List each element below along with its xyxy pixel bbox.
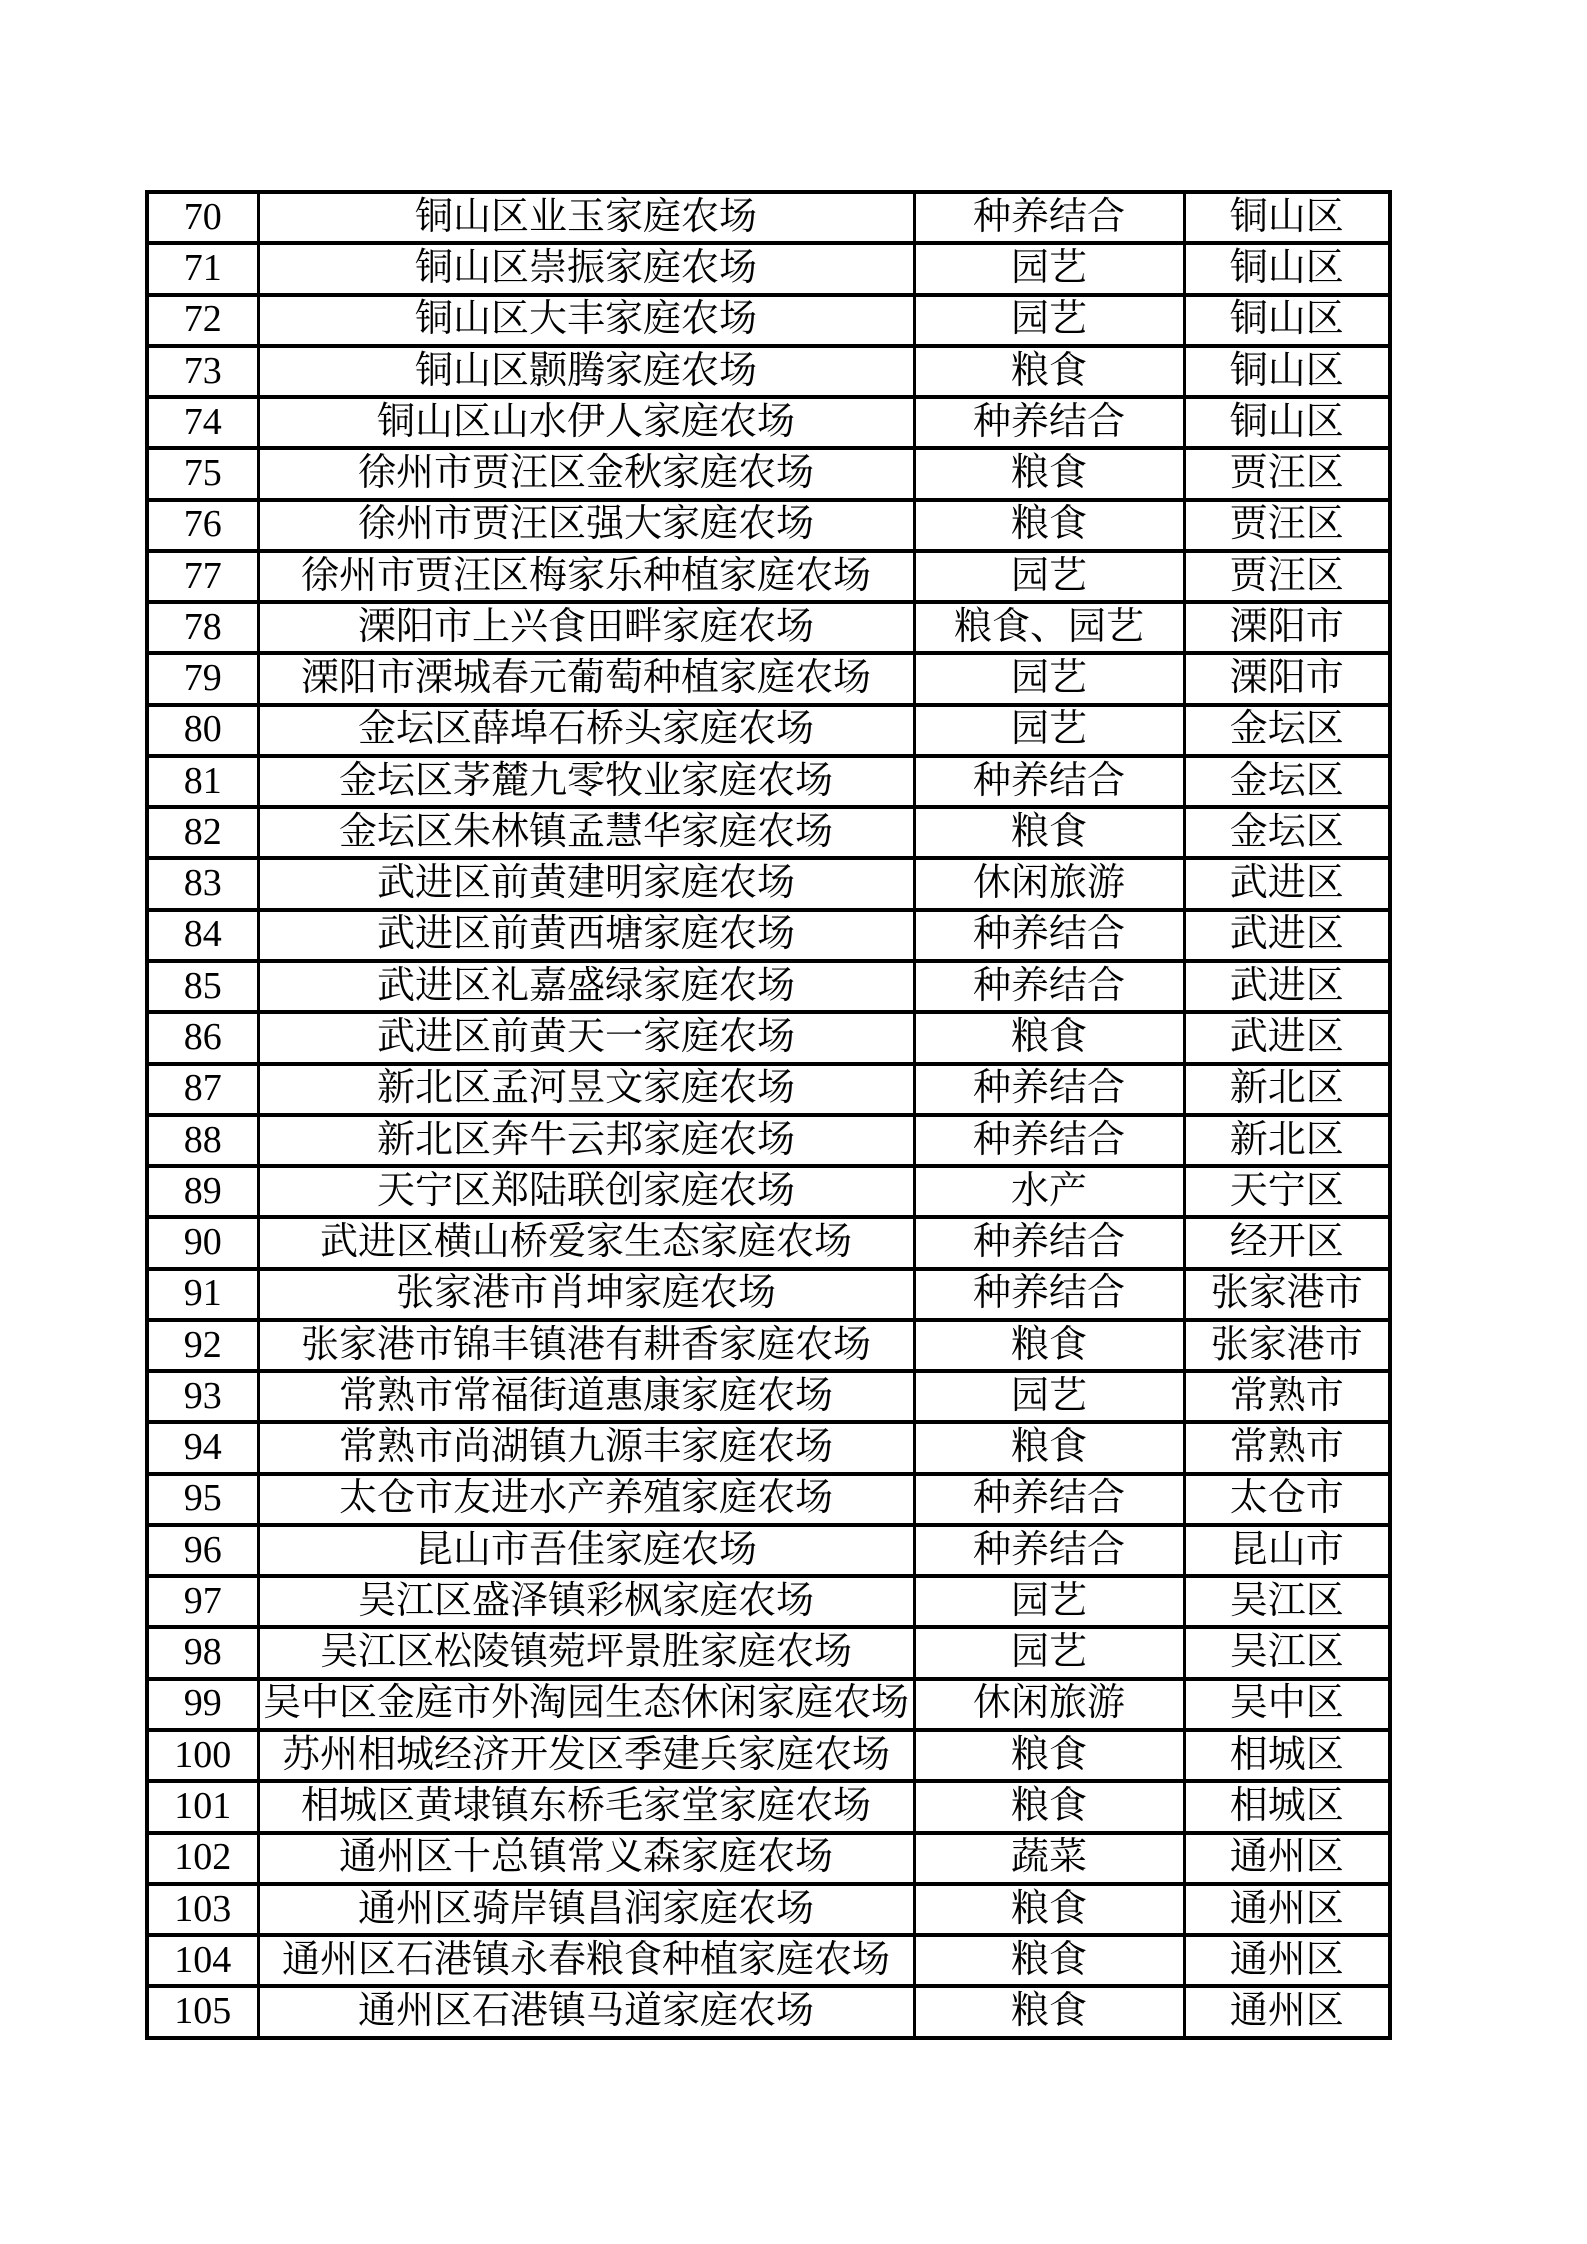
farm-type-cell: 园艺 (914, 295, 1184, 346)
farm-district-cell: 张家港市 (1184, 1269, 1390, 1320)
row-number-cell: 97 (147, 1576, 258, 1627)
table-row (147, 756, 1390, 807)
row-number-cell: 81 (147, 756, 258, 807)
farm-type-cell: 粮食、园艺 (914, 602, 1184, 653)
farm-name-cell: 新北区孟河昱文家庭农场 (258, 1064, 914, 1115)
farm-district-cell: 武进区 (1184, 1012, 1390, 1063)
table-row (147, 397, 1390, 448)
farm-district-cell: 经开区 (1184, 1217, 1390, 1268)
farm-type-cell: 种养结合 (914, 1115, 1184, 1166)
table-row (147, 1217, 1390, 1268)
farm-type-cell: 水产 (914, 1166, 1184, 1217)
row-number-cell: 86 (147, 1012, 258, 1063)
row-number-cell: 89 (147, 1166, 258, 1217)
farm-name-cell: 金坛区朱林镇孟慧华家庭农场 (258, 807, 914, 858)
table-row (147, 1474, 1390, 1525)
table-row (147, 858, 1390, 909)
farm-district-cell: 金坛区 (1184, 705, 1390, 756)
row-number-cell: 75 (147, 448, 258, 499)
farm-district-cell: 溧阳市 (1184, 602, 1390, 653)
farm-district-cell: 金坛区 (1184, 807, 1390, 858)
row-number-cell: 74 (147, 397, 258, 448)
farm-name-cell: 徐州市贾汪区梅家乐种植家庭农场 (258, 551, 914, 602)
farm-table (145, 190, 1392, 2040)
row-number-cell: 71 (147, 243, 258, 294)
table-row (147, 551, 1390, 602)
table-row (147, 1525, 1390, 1576)
row-number-cell: 83 (147, 858, 258, 909)
farm-name-cell: 武进区前黄建明家庭农场 (258, 858, 914, 909)
farm-name-cell: 铜山区业玉家庭农场 (258, 192, 914, 243)
farm-name-cell: 徐州市贾汪区金秋家庭农场 (258, 448, 914, 499)
farm-name-cell: 天宁区郑陆联创家庭农场 (258, 1166, 914, 1217)
row-number-cell: 103 (147, 1884, 258, 1935)
row-number-cell: 90 (147, 1217, 258, 1268)
table-row (147, 910, 1390, 961)
farm-name-cell: 吴中区金庭市外淘园生态休闲家庭农场 (258, 1679, 914, 1730)
farm-name-cell: 武进区前黄天一家庭农场 (258, 1012, 914, 1063)
farm-name-cell: 铜山区颢腾家庭农场 (258, 346, 914, 397)
farm-type-cell: 种养结合 (914, 1217, 1184, 1268)
row-number-cell: 85 (147, 961, 258, 1012)
table-row (147, 1986, 1390, 2037)
row-number-cell: 82 (147, 807, 258, 858)
farm-district-cell: 贾汪区 (1184, 448, 1390, 499)
table-row (147, 1371, 1390, 1422)
farm-name-cell: 昆山市吾佳家庭农场 (258, 1525, 914, 1576)
farm-district-cell: 溧阳市 (1184, 653, 1390, 704)
row-number-cell: 72 (147, 295, 258, 346)
row-number-cell: 70 (147, 192, 258, 243)
table-row (147, 1679, 1390, 1730)
farm-name-cell: 铜山区崇振家庭农场 (258, 243, 914, 294)
farm-type-cell: 粮食 (914, 1986, 1184, 2037)
row-number-cell: 99 (147, 1679, 258, 1730)
farm-district-cell: 贾汪区 (1184, 500, 1390, 551)
row-number-cell: 102 (147, 1833, 258, 1884)
farm-name-cell: 金坛区薛埠石桥头家庭农场 (258, 705, 914, 756)
farm-district-cell: 天宁区 (1184, 1166, 1390, 1217)
farm-type-cell: 粮食 (914, 346, 1184, 397)
farm-type-cell: 园艺 (914, 1371, 1184, 1422)
farm-table-body (147, 192, 1390, 2038)
farm-name-cell: 通州区石港镇马道家庭农场 (258, 1986, 914, 2037)
farm-name-cell: 徐州市贾汪区强大家庭农场 (258, 500, 914, 551)
table-row (147, 1115, 1390, 1166)
table-row (147, 1884, 1390, 1935)
table-row (147, 1064, 1390, 1115)
table-row (147, 192, 1390, 243)
table-row (147, 1269, 1390, 1320)
farm-type-cell: 种养结合 (914, 397, 1184, 448)
farm-district-cell: 通州区 (1184, 1935, 1390, 1986)
farm-type-cell: 粮食 (914, 1935, 1184, 1986)
farm-type-cell: 粮食 (914, 1012, 1184, 1063)
farm-district-cell: 吴中区 (1184, 1679, 1390, 1730)
farm-district-cell: 铜山区 (1184, 346, 1390, 397)
row-number-cell: 105 (147, 1986, 258, 2037)
row-number-cell: 77 (147, 551, 258, 602)
row-number-cell: 91 (147, 1269, 258, 1320)
farm-name-cell: 吴江区盛泽镇彩枫家庭农场 (258, 1576, 914, 1627)
farm-name-cell: 通州区骑岸镇昌润家庭农场 (258, 1884, 914, 1935)
table-row (147, 653, 1390, 704)
farm-district-cell: 昆山市 (1184, 1525, 1390, 1576)
farm-type-cell: 园艺 (914, 653, 1184, 704)
row-number-cell: 80 (147, 705, 258, 756)
farm-name-cell: 铜山区山水伊人家庭农场 (258, 397, 914, 448)
farm-name-cell: 常熟市常福街道惠康家庭农场 (258, 1371, 914, 1422)
farm-district-cell: 武进区 (1184, 858, 1390, 909)
row-number-cell: 101 (147, 1781, 258, 1832)
farm-type-cell: 园艺 (914, 705, 1184, 756)
farm-name-cell: 张家港市肖坤家庭农场 (258, 1269, 914, 1320)
farm-type-cell: 粮食 (914, 448, 1184, 499)
farm-district-cell: 新北区 (1184, 1115, 1390, 1166)
farm-name-cell: 武进区前黄西塘家庭农场 (258, 910, 914, 961)
farm-name-cell: 常熟市尚湖镇九源丰家庭农场 (258, 1422, 914, 1473)
farm-name-cell: 吴江区松陵镇菀坪景胜家庭农场 (258, 1627, 914, 1678)
farm-type-cell: 园艺 (914, 1576, 1184, 1627)
farm-name-cell: 通州区石港镇永春粮食种植家庭农场 (258, 1935, 914, 1986)
farm-district-cell: 武进区 (1184, 910, 1390, 961)
farm-district-cell: 太仓市 (1184, 1474, 1390, 1525)
row-number-cell: 104 (147, 1935, 258, 1986)
table-row (147, 1576, 1390, 1627)
farm-type-cell: 种养结合 (914, 192, 1184, 243)
table-row (147, 1012, 1390, 1063)
farm-type-cell: 种养结合 (914, 1474, 1184, 1525)
farm-name-cell: 张家港市锦丰镇港有耕香家庭农场 (258, 1320, 914, 1371)
farm-district-cell: 常熟市 (1184, 1371, 1390, 1422)
farm-district-cell: 张家港市 (1184, 1320, 1390, 1371)
farm-name-cell: 太仓市友进水产养殖家庭农场 (258, 1474, 914, 1525)
row-number-cell: 73 (147, 346, 258, 397)
row-number-cell: 96 (147, 1525, 258, 1576)
table-row (147, 1320, 1390, 1371)
farm-type-cell: 蔬菜 (914, 1833, 1184, 1884)
farm-district-cell: 吴江区 (1184, 1576, 1390, 1627)
farm-district-cell: 相城区 (1184, 1781, 1390, 1832)
farm-type-cell: 种养结合 (914, 1269, 1184, 1320)
farm-district-cell: 通州区 (1184, 1833, 1390, 1884)
farm-name-cell: 溧阳市溧城春元葡萄种植家庭农场 (258, 653, 914, 704)
table-row (147, 448, 1390, 499)
farm-district-cell: 铜山区 (1184, 397, 1390, 448)
table-row (147, 243, 1390, 294)
row-number-cell: 94 (147, 1422, 258, 1473)
farm-name-cell: 铜山区大丰家庭农场 (258, 295, 914, 346)
farm-district-cell: 新北区 (1184, 1064, 1390, 1115)
row-number-cell: 95 (147, 1474, 258, 1525)
farm-type-cell: 种养结合 (914, 910, 1184, 961)
table-row (147, 807, 1390, 858)
farm-type-cell: 粮食 (914, 1884, 1184, 1935)
farm-district-cell: 贾汪区 (1184, 551, 1390, 602)
farm-type-cell: 休闲旅游 (914, 1679, 1184, 1730)
table-row (147, 1781, 1390, 1832)
farm-type-cell: 种养结合 (914, 1525, 1184, 1576)
farm-name-cell: 相城区黄埭镇东桥毛家堂家庭农场 (258, 1781, 914, 1832)
farm-district-cell: 铜山区 (1184, 243, 1390, 294)
farm-type-cell: 休闲旅游 (914, 858, 1184, 909)
farm-district-cell: 吴江区 (1184, 1627, 1390, 1678)
farm-type-cell: 园艺 (914, 551, 1184, 602)
table-row (147, 1833, 1390, 1884)
table-row (147, 961, 1390, 1012)
farm-name-cell: 苏州相城经济开发区季建兵家庭农场 (258, 1730, 914, 1781)
farm-type-cell: 粮食 (914, 500, 1184, 551)
table-row (147, 295, 1390, 346)
row-number-cell: 84 (147, 910, 258, 961)
farm-district-cell: 常熟市 (1184, 1422, 1390, 1473)
farm-district-cell: 通州区 (1184, 1884, 1390, 1935)
table-row (147, 1935, 1390, 1986)
farm-type-cell: 种养结合 (914, 961, 1184, 1012)
farm-district-cell: 武进区 (1184, 961, 1390, 1012)
farm-district-cell: 通州区 (1184, 1986, 1390, 2037)
farm-type-cell: 园艺 (914, 1627, 1184, 1678)
table-row (147, 602, 1390, 653)
row-number-cell: 78 (147, 602, 258, 653)
farm-district-cell: 相城区 (1184, 1730, 1390, 1781)
farm-name-cell: 武进区礼嘉盛绿家庭农场 (258, 961, 914, 1012)
farm-name-cell: 溧阳市上兴食田畔家庭农场 (258, 602, 914, 653)
row-number-cell: 98 (147, 1627, 258, 1678)
row-number-cell: 93 (147, 1371, 258, 1422)
farm-name-cell: 金坛区茅麓九零牧业家庭农场 (258, 756, 914, 807)
row-number-cell: 100 (147, 1730, 258, 1781)
table-row (147, 1422, 1390, 1473)
row-number-cell: 79 (147, 653, 258, 704)
farm-type-cell: 粮食 (914, 807, 1184, 858)
farm-district-cell: 铜山区 (1184, 192, 1390, 243)
table-row (147, 1166, 1390, 1217)
farm-name-cell: 新北区奔牛云邦家庭农场 (258, 1115, 914, 1166)
farm-type-cell: 粮食 (914, 1422, 1184, 1473)
farm-district-cell: 铜山区 (1184, 295, 1390, 346)
farm-type-cell: 粮食 (914, 1730, 1184, 1781)
farm-type-cell: 粮食 (914, 1320, 1184, 1371)
farm-name-cell: 武进区横山桥爱家生态家庭农场 (258, 1217, 914, 1268)
farm-type-cell: 粮食 (914, 1781, 1184, 1832)
table-row (147, 1730, 1390, 1781)
row-number-cell: 92 (147, 1320, 258, 1371)
row-number-cell: 87 (147, 1064, 258, 1115)
farm-type-cell: 种养结合 (914, 756, 1184, 807)
table-row (147, 1627, 1390, 1678)
table-row (147, 705, 1390, 756)
farm-type-cell: 种养结合 (914, 1064, 1184, 1115)
row-number-cell: 76 (147, 500, 258, 551)
row-number-cell: 88 (147, 1115, 258, 1166)
farm-name-cell: 通州区十总镇常义森家庭农场 (258, 1833, 914, 1884)
farm-type-cell: 园艺 (914, 243, 1184, 294)
table-row (147, 346, 1390, 397)
farm-district-cell: 金坛区 (1184, 756, 1390, 807)
table-row (147, 500, 1390, 551)
